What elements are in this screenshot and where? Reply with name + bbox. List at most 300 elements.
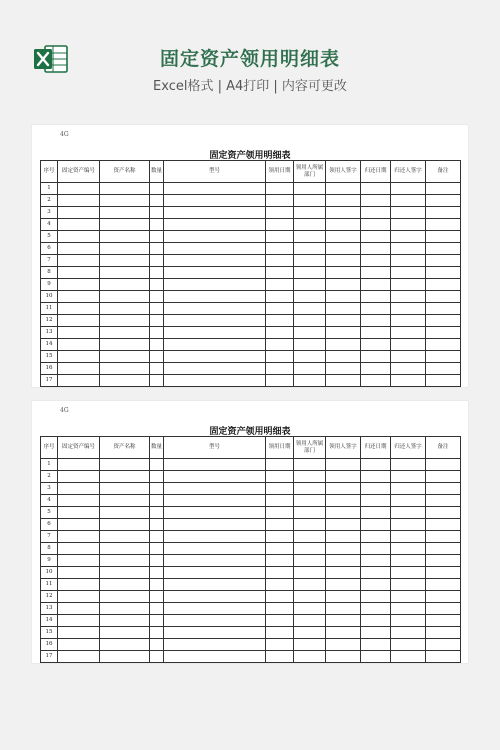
table-cell xyxy=(164,339,266,351)
table-cell xyxy=(294,291,326,303)
row-number-cell: 13 xyxy=(41,603,58,615)
column-header: 序号 xyxy=(41,437,58,459)
table-cell xyxy=(100,531,150,543)
table-cell xyxy=(326,315,361,327)
table-cell xyxy=(150,207,164,219)
table-cell xyxy=(58,255,100,267)
table-cell xyxy=(426,531,461,543)
table-cell xyxy=(326,327,361,339)
table-cell xyxy=(164,303,266,315)
column-header: 归还日期 xyxy=(361,161,391,183)
table-row xyxy=(41,339,461,351)
page-title: 固定资产领用明细表 xyxy=(159,48,340,70)
table-cell xyxy=(150,255,164,267)
column-header: 领用人所属部门 xyxy=(294,161,326,183)
table-cell xyxy=(361,603,391,615)
table-cell xyxy=(426,243,461,255)
table-cell xyxy=(294,627,326,639)
row-number-cell: 14 xyxy=(41,339,58,351)
table-cell xyxy=(100,327,150,339)
table-cell xyxy=(58,195,100,207)
table-cell xyxy=(58,279,100,291)
table-cell xyxy=(100,375,150,387)
table-cell xyxy=(391,519,426,531)
table-cell xyxy=(58,471,100,483)
table-cell xyxy=(326,339,361,351)
table-cell xyxy=(391,603,426,615)
table-cell xyxy=(266,291,294,303)
table-cell xyxy=(164,255,266,267)
row-number-cell: 8 xyxy=(41,543,58,555)
table-cell xyxy=(266,627,294,639)
table-cell xyxy=(391,615,426,627)
table-cell xyxy=(164,471,266,483)
table-cell xyxy=(164,555,266,567)
table-row xyxy=(41,219,461,231)
table-cell xyxy=(294,591,326,603)
table-row xyxy=(41,651,461,663)
table-cell xyxy=(100,303,150,315)
column-header: 备注 xyxy=(426,437,461,459)
table-cell xyxy=(58,579,100,591)
table-cell xyxy=(164,543,266,555)
table-cell xyxy=(266,603,294,615)
row-number-cell: 15 xyxy=(41,627,58,639)
table-cell xyxy=(326,279,361,291)
table-cell xyxy=(391,459,426,471)
table-cell xyxy=(361,279,391,291)
table-cell xyxy=(58,219,100,231)
table-cell xyxy=(426,579,461,591)
table-cell xyxy=(326,459,361,471)
table-cell xyxy=(266,459,294,471)
row-number-cell: 2 xyxy=(41,471,58,483)
table-cell xyxy=(150,495,164,507)
table-cell xyxy=(326,483,361,495)
table-cell xyxy=(58,567,100,579)
table-cell xyxy=(391,471,426,483)
column-header: 备注 xyxy=(426,161,461,183)
table-cell xyxy=(391,639,426,651)
table-row xyxy=(41,183,461,195)
table-cell xyxy=(58,375,100,387)
table-row xyxy=(41,207,461,219)
table-cell xyxy=(361,219,391,231)
table-cell xyxy=(426,639,461,651)
table-cell xyxy=(266,303,294,315)
table-cell xyxy=(266,207,294,219)
table-cell xyxy=(164,567,266,579)
table-cell xyxy=(100,363,150,375)
table-row xyxy=(41,531,461,543)
table-cell xyxy=(361,495,391,507)
row-number-cell: 16 xyxy=(41,639,58,651)
row-number-cell: 16 xyxy=(41,363,58,375)
row-number-cell: 11 xyxy=(41,303,58,315)
table-cell xyxy=(164,207,266,219)
table-cell xyxy=(294,519,326,531)
table-cell xyxy=(391,315,426,327)
table-cell xyxy=(361,207,391,219)
table-cell xyxy=(361,351,391,363)
table-cell xyxy=(361,291,391,303)
table-cell xyxy=(150,579,164,591)
table-cell xyxy=(426,207,461,219)
table-cell xyxy=(391,543,426,555)
row-number-cell: 1 xyxy=(41,183,58,195)
table-cell xyxy=(58,507,100,519)
table-cell xyxy=(294,243,326,255)
table-row xyxy=(41,327,461,339)
table-cell xyxy=(150,195,164,207)
table-row xyxy=(41,483,461,495)
table-cell xyxy=(361,255,391,267)
sheet-title: 固定资产领用明细表 xyxy=(209,151,291,161)
column-header: 数量 xyxy=(150,437,164,459)
table-cell xyxy=(294,375,326,387)
table-cell xyxy=(361,315,391,327)
table-cell xyxy=(326,615,361,627)
column-header: 固定资产编号 xyxy=(58,437,100,459)
table-cell xyxy=(326,495,361,507)
table-cell xyxy=(100,315,150,327)
table-cell xyxy=(391,207,426,219)
column-header: 领用人签字 xyxy=(326,161,361,183)
column-header: 领用人所属部门 xyxy=(294,437,326,459)
table-cell xyxy=(326,183,361,195)
table-cell xyxy=(294,183,326,195)
table-cell xyxy=(266,279,294,291)
table-cell xyxy=(150,651,164,663)
table-cell xyxy=(100,639,150,651)
table-cell xyxy=(266,555,294,567)
table-cell xyxy=(164,591,266,603)
table-cell xyxy=(100,483,150,495)
table-cell xyxy=(100,543,150,555)
table-cell xyxy=(391,483,426,495)
table-cell xyxy=(426,615,461,627)
table-cell xyxy=(294,279,326,291)
table-cell xyxy=(58,339,100,351)
table-cell xyxy=(266,471,294,483)
table-cell xyxy=(164,483,266,495)
table-cell xyxy=(294,579,326,591)
column-header: 数量 xyxy=(150,161,164,183)
table-cell xyxy=(391,531,426,543)
table-cell xyxy=(150,603,164,615)
table-cell xyxy=(361,651,391,663)
table-cell xyxy=(100,591,150,603)
table-cell xyxy=(100,471,150,483)
row-number-cell: 17 xyxy=(41,651,58,663)
table-cell xyxy=(58,183,100,195)
table-cell xyxy=(326,231,361,243)
table-cell xyxy=(266,315,294,327)
table-cell xyxy=(391,195,426,207)
table-cell xyxy=(164,267,266,279)
table-cell xyxy=(100,603,150,615)
table-cell xyxy=(58,483,100,495)
row-number-cell: 1 xyxy=(41,459,58,471)
table-cell xyxy=(100,255,150,267)
table-cell xyxy=(426,591,461,603)
row-number-cell: 10 xyxy=(41,567,58,579)
table-cell xyxy=(100,195,150,207)
table-cell xyxy=(361,567,391,579)
table-cell xyxy=(294,219,326,231)
table-cell xyxy=(361,303,391,315)
table-cell xyxy=(391,651,426,663)
row-number-cell: 10 xyxy=(41,291,58,303)
table-cell xyxy=(150,591,164,603)
table-cell xyxy=(150,363,164,375)
row-number-cell: 12 xyxy=(41,315,58,327)
table-cell xyxy=(326,195,361,207)
table-cell xyxy=(326,519,361,531)
table-cell xyxy=(361,339,391,351)
table-cell xyxy=(164,627,266,639)
table-cell xyxy=(150,483,164,495)
table-cell xyxy=(326,255,361,267)
table-cell xyxy=(58,363,100,375)
table-cell xyxy=(361,483,391,495)
table-cell xyxy=(326,363,361,375)
table-cell xyxy=(361,195,391,207)
table-cell xyxy=(294,267,326,279)
table-cell xyxy=(266,327,294,339)
table-cell xyxy=(294,255,326,267)
table-cell xyxy=(426,315,461,327)
table-cell xyxy=(100,183,150,195)
column-header: 型号 xyxy=(164,437,266,459)
table-cell xyxy=(294,651,326,663)
row-number-cell: 12 xyxy=(41,591,58,603)
table-cell xyxy=(426,483,461,495)
table-cell xyxy=(100,231,150,243)
column-header: 领用人签字 xyxy=(326,437,361,459)
table-cell xyxy=(164,327,266,339)
table-cell xyxy=(361,363,391,375)
cell-reference: 4G xyxy=(60,407,69,414)
table-cell xyxy=(294,483,326,495)
table-cell xyxy=(150,315,164,327)
table-cell xyxy=(294,303,326,315)
table-cell xyxy=(361,243,391,255)
table-cell xyxy=(294,315,326,327)
table-cell xyxy=(58,243,100,255)
table-cell xyxy=(361,327,391,339)
table-cell xyxy=(326,543,361,555)
table-cell xyxy=(58,315,100,327)
table-cell xyxy=(150,555,164,567)
table-cell xyxy=(266,219,294,231)
table-cell xyxy=(426,651,461,663)
table-cell xyxy=(426,267,461,279)
table-cell xyxy=(294,339,326,351)
table-cell xyxy=(266,483,294,495)
table-cell xyxy=(164,363,266,375)
table-cell xyxy=(326,567,361,579)
table-cell xyxy=(391,255,426,267)
table-cell xyxy=(150,339,164,351)
table-row xyxy=(41,615,461,627)
table-cell xyxy=(100,615,150,627)
table-cell xyxy=(150,615,164,627)
row-number-cell: 11 xyxy=(41,579,58,591)
column-header: 归还人签字 xyxy=(391,437,426,459)
row-number-cell: 14 xyxy=(41,615,58,627)
table-cell xyxy=(361,591,391,603)
table-cell xyxy=(294,567,326,579)
table-cell xyxy=(266,351,294,363)
table-cell xyxy=(426,495,461,507)
table-cell xyxy=(100,279,150,291)
table-cell xyxy=(164,195,266,207)
table-cell xyxy=(150,459,164,471)
column-header: 归还人签字 xyxy=(391,161,426,183)
table-cell xyxy=(150,567,164,579)
table-cell xyxy=(294,231,326,243)
table-cell xyxy=(266,543,294,555)
row-number-cell: 5 xyxy=(41,507,58,519)
table-row xyxy=(41,255,461,267)
table-cell xyxy=(426,291,461,303)
table-cell xyxy=(391,495,426,507)
table-cell xyxy=(58,627,100,639)
row-number-cell: 15 xyxy=(41,351,58,363)
table-row xyxy=(41,543,461,555)
table-cell xyxy=(294,507,326,519)
table-row xyxy=(41,639,461,651)
table-cell xyxy=(100,339,150,351)
table-cell xyxy=(164,243,266,255)
table-cell xyxy=(294,555,326,567)
table-cell xyxy=(326,303,361,315)
page-header xyxy=(0,0,500,110)
table-row xyxy=(41,591,461,603)
table-cell xyxy=(391,567,426,579)
table-cell xyxy=(266,579,294,591)
table-cell xyxy=(391,243,426,255)
table-cell xyxy=(391,183,426,195)
table-cell xyxy=(100,267,150,279)
table-cell xyxy=(361,639,391,651)
table-cell xyxy=(100,495,150,507)
table-cell xyxy=(58,639,100,651)
table-cell xyxy=(326,207,361,219)
row-number-cell: 13 xyxy=(41,327,58,339)
table-cell xyxy=(164,279,266,291)
row-number-cell: 2 xyxy=(41,195,58,207)
column-header: 领用日期 xyxy=(266,161,294,183)
row-number-cell: 7 xyxy=(41,255,58,267)
table-cell xyxy=(426,375,461,387)
table-row xyxy=(41,519,461,531)
table-cell xyxy=(361,183,391,195)
table-row xyxy=(41,195,461,207)
table-cell xyxy=(100,459,150,471)
table-cell xyxy=(326,639,361,651)
table-cell xyxy=(150,243,164,255)
table-cell xyxy=(150,183,164,195)
table-cell xyxy=(426,327,461,339)
row-number-cell: 4 xyxy=(41,495,58,507)
table-cell xyxy=(266,183,294,195)
table-cell xyxy=(266,495,294,507)
table-cell xyxy=(426,507,461,519)
table-cell xyxy=(150,519,164,531)
table-cell xyxy=(100,243,150,255)
table-cell xyxy=(426,183,461,195)
table-cell xyxy=(326,267,361,279)
table-row xyxy=(41,291,461,303)
table-cell xyxy=(326,507,361,519)
table-cell xyxy=(426,627,461,639)
table-row xyxy=(41,567,461,579)
table-cell xyxy=(326,243,361,255)
table-cell xyxy=(100,555,150,567)
table-cell xyxy=(100,291,150,303)
table-cell xyxy=(100,651,150,663)
table-cell xyxy=(150,231,164,243)
cell-reference: 4G xyxy=(60,131,69,138)
table-cell xyxy=(294,351,326,363)
table-cell xyxy=(266,255,294,267)
table-cell xyxy=(391,591,426,603)
table-row xyxy=(41,351,461,363)
row-number-cell: 8 xyxy=(41,267,58,279)
table-cell xyxy=(100,219,150,231)
table-cell xyxy=(361,375,391,387)
page-subtitle: Excel格式 | A4打印 | 内容可更改 xyxy=(153,79,347,94)
table-cell xyxy=(58,231,100,243)
table-cell xyxy=(58,327,100,339)
table-row xyxy=(41,279,461,291)
table-cell xyxy=(266,615,294,627)
table-cell xyxy=(294,327,326,339)
table-row xyxy=(41,555,461,567)
table-cell xyxy=(150,543,164,555)
table-row xyxy=(41,495,461,507)
table-cell xyxy=(266,243,294,255)
table-cell xyxy=(326,579,361,591)
table-cell xyxy=(391,267,426,279)
table-cell xyxy=(266,591,294,603)
table-cell xyxy=(150,267,164,279)
table-cell xyxy=(426,231,461,243)
row-number-cell: 9 xyxy=(41,555,58,567)
table-cell xyxy=(361,267,391,279)
table-cell xyxy=(164,603,266,615)
column-header: 资产名称 xyxy=(100,161,150,183)
table-cell xyxy=(164,615,266,627)
table-header-row xyxy=(41,161,461,183)
table-cell xyxy=(150,639,164,651)
table-row xyxy=(41,507,461,519)
table-cell xyxy=(58,603,100,615)
table-cell xyxy=(294,531,326,543)
table-cell xyxy=(150,507,164,519)
table-cell xyxy=(266,567,294,579)
table-row xyxy=(41,579,461,591)
table-cell xyxy=(58,519,100,531)
table-cell xyxy=(361,507,391,519)
table-cell xyxy=(100,567,150,579)
table-cell xyxy=(150,531,164,543)
table-cell xyxy=(294,603,326,615)
table-cell xyxy=(361,531,391,543)
table-cell xyxy=(164,639,266,651)
